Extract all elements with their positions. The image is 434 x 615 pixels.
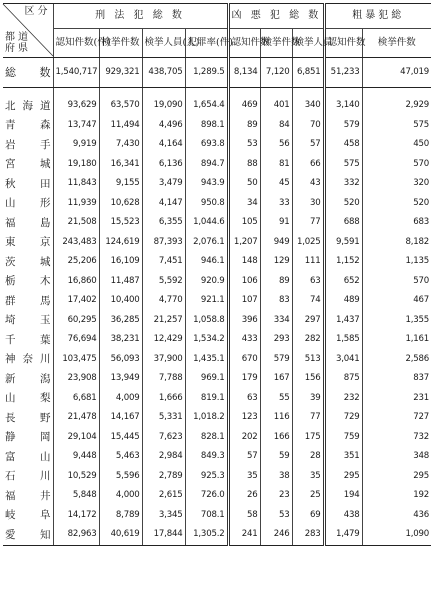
penal-arrest-cases-cell: 5,463 [99, 447, 142, 467]
rough-recognized-cell: 295 [324, 467, 362, 487]
prefecture-name: 千葉 [5, 333, 51, 346]
rough-arrest-cases-cell: 231 [362, 389, 431, 409]
penal-recognized-cell: 14,172 [53, 506, 99, 526]
penal-crime-rate-cell: 2,076.1 [185, 233, 228, 253]
penal-arrest-cases-cell: 15,445 [99, 428, 142, 448]
prefecture-row [3, 447, 431, 467]
prefecture-name: 神奈川 [5, 353, 51, 365]
rough-arrest-cases-cell: 575 [362, 116, 431, 136]
prefecture-name: 茨城 [5, 255, 51, 268]
total-cell: 7,120 [260, 58, 292, 88]
penal-arrest-cases-cell: 11,494 [99, 116, 142, 136]
violent-recognized-cell: 1,207 [228, 233, 260, 253]
penal-arrest-cases-cell: 7,430 [99, 135, 142, 155]
penal-arrest-cases-cell: 36,285 [99, 311, 142, 331]
spacer-cell [142, 88, 185, 97]
prefecture-name: 長野 [5, 411, 51, 424]
violent-arrest-cases-cell: 401 [260, 96, 292, 116]
rough-recognized-cell: 729 [324, 408, 362, 428]
penal-crime-rate-cell: 693.8 [185, 135, 228, 155]
violent-recognized-cell: 179 [228, 369, 260, 389]
penal-arrest-persons-cell: 5,331 [142, 408, 185, 428]
penal-arrest-cases-cell: 38,231 [99, 330, 142, 350]
violent-arrest-persons-cell: 74 [292, 291, 324, 311]
penal-arrest-cases-cell: 4,009 [99, 389, 142, 409]
violent-recognized-cell: 469 [228, 96, 260, 116]
rough-recognized-cell: 1,152 [324, 252, 362, 272]
prefecture-row [3, 213, 431, 233]
violent-arrest-persons-cell: 35 [292, 467, 324, 487]
rough-arrest-cases-cell: 348 [362, 447, 431, 467]
violent-recognized-cell: 50 [228, 174, 260, 194]
penal-crime-rate-cell: 921.1 [185, 291, 228, 311]
prefecture-row [3, 369, 431, 389]
violent-arrest-cases-cell: 89 [260, 272, 292, 292]
penal-arrest-cases-cell: 124,619 [99, 233, 142, 253]
spacer-cell [260, 88, 292, 97]
penal-recognized-cell: 103,475 [53, 350, 99, 370]
violent-arrest-cases-cell: 949 [260, 233, 292, 253]
violent-arrest-persons-cell: 282 [292, 330, 324, 350]
violent-arrest-persons-cell: 297 [292, 311, 324, 331]
col-header-penal-arrest-persons: 検挙人員(人) [142, 29, 185, 58]
spacer-cell [3, 88, 53, 97]
penal-arrest-cases-cell: 11,487 [99, 272, 142, 292]
total-cell: 8,134 [228, 58, 260, 88]
penal-arrest-persons-cell: 17,844 [142, 525, 185, 545]
prefecture-name: 宮城 [5, 158, 51, 170]
total-label: 総 数 [3, 58, 53, 88]
violent-arrest-persons-cell: 57 [292, 135, 324, 155]
spacer-cell [185, 88, 228, 97]
violent-arrest-cases-cell: 81 [260, 155, 292, 175]
prefecture-row [3, 291, 431, 311]
rough-recognized-cell: 458 [324, 135, 362, 155]
rough-arrest-cases-cell: 436 [362, 506, 431, 526]
rough-recognized-cell: 688 [324, 213, 362, 233]
violent-arrest-cases-cell: 91 [260, 213, 292, 233]
rough-recognized-cell: 9,591 [324, 233, 362, 253]
penal-arrest-persons-cell: 4,147 [142, 194, 185, 214]
penal-recognized-cell: 10,529 [53, 467, 99, 487]
col-header-penal-arrest-cases: 検挙件数 [99, 29, 142, 58]
violent-arrest-persons-cell: 175 [292, 428, 324, 448]
penal-arrest-persons-cell: 2,789 [142, 467, 185, 487]
penal-recognized-cell: 23,908 [53, 369, 99, 389]
violent-arrest-persons-cell: 30 [292, 194, 324, 214]
violent-arrest-cases-cell: 83 [260, 291, 292, 311]
violent-arrest-cases-cell: 38 [260, 467, 292, 487]
penal-crime-rate-cell: 1,305.2 [185, 525, 228, 545]
penal-arrest-persons-cell: 7,788 [142, 369, 185, 389]
penal-recognized-cell: 9,919 [53, 135, 99, 155]
prefecture-row [3, 330, 431, 350]
prefecture-row [3, 486, 431, 506]
rough-arrest-cases-cell: 8,182 [362, 233, 431, 253]
penal-arrest-cases-cell: 5,596 [99, 467, 142, 487]
penal-crime-rate-cell: 894.7 [185, 155, 228, 175]
penal-recognized-cell: 6,681 [53, 389, 99, 409]
violent-arrest-persons-cell: 28 [292, 447, 324, 467]
violent-arrest-cases-cell: 23 [260, 486, 292, 506]
col-header-penal-recognized: 認知件数(件) [53, 29, 99, 58]
violent-recognized-cell: 63 [228, 389, 260, 409]
prefecture-name: 栃木 [5, 275, 51, 287]
group-header-violent: 凶 悪 犯 総 数 [228, 4, 324, 29]
violent-arrest-cases-cell: 167 [260, 369, 292, 389]
penal-recognized-cell: 11,843 [53, 174, 99, 194]
col-header-violent-arrest-persons: 検挙人員 [292, 29, 324, 58]
total-cell: 929,321 [99, 58, 142, 88]
penal-recognized-cell: 21,508 [53, 213, 99, 233]
violent-recognized-cell: 35 [228, 467, 260, 487]
penal-crime-rate-cell: 943.9 [185, 174, 228, 194]
violent-arrest-persons-cell: 43 [292, 174, 324, 194]
rough-arrest-cases-cell: 1,161 [362, 330, 431, 350]
crime-statistics-table [3, 3, 431, 546]
prefecture-name: 山形 [5, 197, 51, 209]
penal-recognized-cell: 13,747 [53, 116, 99, 136]
prefecture-name: 福井 [5, 489, 51, 502]
rough-recognized-cell: 194 [324, 486, 362, 506]
penal-recognized-cell: 5,848 [53, 486, 99, 506]
prefecture-name: 秋田 [5, 177, 51, 190]
rough-recognized-cell: 875 [324, 369, 362, 389]
prefecture-row [3, 408, 431, 428]
col-header-rough-arrest-cases: 検挙件数 [362, 29, 431, 58]
rough-recognized-cell: 579 [324, 116, 362, 136]
violent-recognized-cell: 123 [228, 408, 260, 428]
prefecture-name: 山梨 [5, 392, 51, 404]
violent-arrest-cases-cell: 55 [260, 389, 292, 409]
penal-recognized-cell: 93,629 [53, 96, 99, 116]
penal-recognized-cell: 29,104 [53, 428, 99, 448]
rough-arrest-cases-cell: 192 [362, 486, 431, 506]
violent-recognized-cell: 148 [228, 252, 260, 272]
violent-arrest-cases-cell: 166 [260, 428, 292, 448]
spacer-cell [362, 88, 431, 97]
violent-arrest-cases-cell: 334 [260, 311, 292, 331]
col-header-rough-recognized: 認知件数 [324, 29, 362, 58]
penal-arrest-persons-cell: 2,984 [142, 447, 185, 467]
violent-recognized-cell: 670 [228, 350, 260, 370]
violent-recognized-cell: 396 [228, 311, 260, 331]
penal-crime-rate-cell: 708.1 [185, 506, 228, 526]
penal-recognized-cell: 11,939 [53, 194, 99, 214]
violent-arrest-cases-cell: 293 [260, 330, 292, 350]
prefecture-name: 静岡 [5, 431, 51, 443]
penal-crime-rate-cell: 726.0 [185, 486, 228, 506]
penal-recognized-cell: 76,694 [53, 330, 99, 350]
penal-recognized-cell: 25,206 [53, 252, 99, 272]
prefecture-name: 福島 [5, 216, 51, 229]
spacer-cell [228, 88, 260, 97]
prefecture-name: 石川 [5, 470, 51, 482]
total-cell: 438,705 [142, 58, 185, 88]
penal-crime-rate-cell: 849.3 [185, 447, 228, 467]
penal-recognized-cell: 19,180 [53, 155, 99, 175]
prefecture-row [3, 428, 431, 448]
penal-arrest-cases-cell: 63,570 [99, 96, 142, 116]
violent-arrest-persons-cell: 340 [292, 96, 324, 116]
penal-arrest-persons-cell: 87,393 [142, 233, 185, 253]
corner-label-category: 区分 [24, 6, 51, 17]
penal-arrest-persons-cell: 6,355 [142, 213, 185, 233]
total-cell: 6,851 [292, 58, 324, 88]
prefecture-name: 新潟 [5, 372, 51, 385]
rough-arrest-cases-cell: 727 [362, 408, 431, 428]
col-header-violent-recognized: 認知件数 [228, 29, 260, 58]
penal-crime-rate-cell: 1,044.6 [185, 213, 228, 233]
rough-arrest-cases-cell: 570 [362, 155, 431, 175]
penal-arrest-persons-cell: 21,257 [142, 311, 185, 331]
rough-arrest-cases-cell: 732 [362, 428, 431, 448]
rough-arrest-cases-cell: 2,586 [362, 350, 431, 370]
rough-arrest-cases-cell: 2,929 [362, 96, 431, 116]
violent-recognized-cell: 241 [228, 525, 260, 545]
group-header-penal: 刑 法 犯 総 数 [53, 4, 228, 29]
violent-recognized-cell: 58 [228, 506, 260, 526]
spacer-cell [292, 88, 324, 97]
violent-arrest-persons-cell: 513 [292, 350, 324, 370]
penal-arrest-persons-cell: 7,623 [142, 428, 185, 448]
spacer-cell [53, 88, 99, 97]
rough-arrest-cases-cell: 1,355 [362, 311, 431, 331]
prefecture-row [3, 311, 431, 331]
spacer-cell [324, 88, 362, 97]
penal-arrest-persons-cell: 12,429 [142, 330, 185, 350]
rough-arrest-cases-cell: 570 [362, 272, 431, 292]
penal-crime-rate-cell: 925.3 [185, 467, 228, 487]
rough-arrest-cases-cell: 520 [362, 194, 431, 214]
penal-crime-rate-cell: 946.1 [185, 252, 228, 272]
penal-arrest-persons-cell: 3,479 [142, 174, 185, 194]
penal-arrest-cases-cell: 8,789 [99, 506, 142, 526]
prefecture-row [3, 194, 431, 214]
violent-arrest-cases-cell: 246 [260, 525, 292, 545]
penal-arrest-persons-cell: 7,451 [142, 252, 185, 272]
violent-arrest-persons-cell: 283 [292, 525, 324, 545]
penal-arrest-cases-cell: 14,167 [99, 408, 142, 428]
rough-recognized-cell: 1,437 [324, 311, 362, 331]
penal-crime-rate-cell: 969.1 [185, 369, 228, 389]
penal-arrest-persons-cell: 1,666 [142, 389, 185, 409]
total-cell: 51,233 [324, 58, 362, 88]
total-cell: 1,540,717 [53, 58, 99, 88]
penal-arrest-persons-cell: 37,900 [142, 350, 185, 370]
violent-arrest-persons-cell: 111 [292, 252, 324, 272]
rough-recognized-cell: 1,585 [324, 330, 362, 350]
rough-arrest-cases-cell: 1,135 [362, 252, 431, 272]
violent-recognized-cell: 107 [228, 291, 260, 311]
penal-arrest-persons-cell: 5,592 [142, 272, 185, 292]
violent-recognized-cell: 34 [228, 194, 260, 214]
penal-recognized-cell: 21,478 [53, 408, 99, 428]
penal-arrest-cases-cell: 16,109 [99, 252, 142, 272]
prefecture-row [3, 135, 431, 155]
rough-arrest-cases-cell: 320 [362, 174, 431, 194]
violent-arrest-persons-cell: 1,025 [292, 233, 324, 253]
penal-arrest-cases-cell: 4,000 [99, 486, 142, 506]
penal-arrest-persons-cell: 3,345 [142, 506, 185, 526]
penal-arrest-persons-cell: 4,496 [142, 116, 185, 136]
violent-arrest-persons-cell: 39 [292, 389, 324, 409]
penal-crime-rate-cell: 1,435.1 [185, 350, 228, 370]
penal-arrest-cases-cell: 9,155 [99, 174, 142, 194]
header-sub-row [3, 29, 431, 58]
prefecture-name: 北海道 [5, 99, 51, 112]
violent-arrest-persons-cell: 77 [292, 408, 324, 428]
prefecture-row [3, 350, 431, 370]
prefecture-row [3, 272, 431, 292]
violent-arrest-cases-cell: 33 [260, 194, 292, 214]
rough-recognized-cell: 232 [324, 389, 362, 409]
corner-label-prefecture-line2: 府県 [5, 43, 31, 54]
rough-arrest-cases-cell: 683 [362, 213, 431, 233]
violent-recognized-cell: 105 [228, 213, 260, 233]
rough-recognized-cell: 332 [324, 174, 362, 194]
prefecture-row [3, 155, 431, 175]
penal-arrest-persons-cell: 6,136 [142, 155, 185, 175]
col-header-penal-crime-rate: 犯罪率(件) [185, 29, 228, 58]
rough-recognized-cell: 351 [324, 447, 362, 467]
prefecture-row [3, 506, 431, 526]
violent-arrest-cases-cell: 45 [260, 174, 292, 194]
table-body [3, 58, 431, 546]
penal-arrest-cases-cell: 10,400 [99, 291, 142, 311]
rough-recognized-cell: 652 [324, 272, 362, 292]
prefecture-row [3, 525, 431, 545]
rough-recognized-cell: 520 [324, 194, 362, 214]
corner-label-prefecture-line1: 都道 [5, 32, 31, 43]
rough-recognized-cell: 759 [324, 428, 362, 448]
violent-arrest-persons-cell: 63 [292, 272, 324, 292]
rough-recognized-cell: 438 [324, 506, 362, 526]
violent-recognized-cell: 53 [228, 135, 260, 155]
penal-crime-rate-cell: 1,654.4 [185, 96, 228, 116]
penal-arrest-cases-cell: 56,093 [99, 350, 142, 370]
penal-recognized-cell: 243,483 [53, 233, 99, 253]
violent-arrest-persons-cell: 77 [292, 213, 324, 233]
spacer-cell [99, 88, 142, 97]
penal-recognized-cell: 82,963 [53, 525, 99, 545]
violent-recognized-cell: 106 [228, 272, 260, 292]
penal-arrest-cases-cell: 40,619 [99, 525, 142, 545]
penal-crime-rate-cell: 1,058.8 [185, 311, 228, 331]
prefecture-row [3, 252, 431, 272]
rough-recognized-cell: 3,041 [324, 350, 362, 370]
corner-label-prefecture [5, 32, 31, 54]
penal-recognized-cell: 60,295 [53, 311, 99, 331]
violent-arrest-cases-cell: 129 [260, 252, 292, 272]
rough-arrest-cases-cell: 467 [362, 291, 431, 311]
prefecture-row [3, 389, 431, 409]
penal-arrest-persons-cell: 2,615 [142, 486, 185, 506]
penal-crime-rate-cell: 1,534.2 [185, 330, 228, 350]
violent-arrest-cases-cell: 579 [260, 350, 292, 370]
violent-recognized-cell: 57 [228, 447, 260, 467]
prefecture-name: 埼玉 [5, 314, 51, 326]
violent-arrest-cases-cell: 84 [260, 116, 292, 136]
penal-arrest-cases-cell: 10,628 [99, 194, 142, 214]
header-group-row [3, 4, 431, 29]
rough-recognized-cell: 3,140 [324, 96, 362, 116]
violent-arrest-persons-cell: 69 [292, 506, 324, 526]
rough-recognized-cell: 489 [324, 291, 362, 311]
rough-recognized-cell: 1,479 [324, 525, 362, 545]
violent-recognized-cell: 88 [228, 155, 260, 175]
prefecture-name: 愛知 [3, 525, 53, 545]
penal-crime-rate-cell: 828.1 [185, 428, 228, 448]
header-corner-cell [3, 4, 53, 58]
prefecture-name: 東京 [5, 236, 51, 248]
prefecture-row [3, 467, 431, 487]
rough-arrest-cases-cell: 1,090 [362, 525, 431, 545]
penal-recognized-cell: 17,402 [53, 291, 99, 311]
total-cell: 47,019 [362, 58, 431, 88]
violent-arrest-cases-cell: 59 [260, 447, 292, 467]
violent-arrest-persons-cell: 156 [292, 369, 324, 389]
penal-arrest-cases-cell: 13,949 [99, 369, 142, 389]
prefecture-name: 岩手 [5, 138, 51, 151]
rough-arrest-cases-cell: 450 [362, 135, 431, 155]
rough-recognized-cell: 575 [324, 155, 362, 175]
penal-arrest-cases-cell: 15,523 [99, 213, 142, 233]
rough-arrest-cases-cell: 837 [362, 369, 431, 389]
prefecture-row [3, 233, 431, 253]
prefecture-name: 岐阜 [5, 509, 51, 521]
prefecture-name: 富山 [5, 450, 51, 463]
penal-arrest-cases-cell: 16,341 [99, 155, 142, 175]
violent-arrest-cases-cell: 116 [260, 408, 292, 428]
prefecture-row [3, 96, 431, 116]
total-row [3, 58, 431, 88]
penal-arrest-persons-cell: 4,164 [142, 135, 185, 155]
rough-arrest-cases-cell: 295 [362, 467, 431, 487]
violent-arrest-persons-cell: 66 [292, 155, 324, 175]
spacer-row [3, 88, 431, 97]
violent-recognized-cell: 26 [228, 486, 260, 506]
prefecture-name: 群馬 [5, 294, 51, 307]
violent-arrest-persons-cell: 25 [292, 486, 324, 506]
violent-recognized-cell: 89 [228, 116, 260, 136]
violent-recognized-cell: 433 [228, 330, 260, 350]
total-cell: 1,289.5 [185, 58, 228, 88]
prefecture-name: 青森 [5, 119, 51, 131]
penal-arrest-persons-cell: 19,090 [142, 96, 185, 116]
violent-arrest-persons-cell: 70 [292, 116, 324, 136]
violent-arrest-cases-cell: 56 [260, 135, 292, 155]
penal-crime-rate-cell: 1,018.2 [185, 408, 228, 428]
prefecture-row [3, 174, 431, 194]
violent-recognized-cell: 202 [228, 428, 260, 448]
prefecture-row [3, 116, 431, 136]
penal-crime-rate-cell: 920.9 [185, 272, 228, 292]
group-header-rough: 粗暴犯総 [324, 4, 431, 29]
penal-crime-rate-cell: 819.1 [185, 389, 228, 409]
col-header-violent-arrest-cases: 検挙件数 [260, 29, 292, 58]
violent-arrest-cases-cell: 53 [260, 506, 292, 526]
penal-arrest-persons-cell: 4,770 [142, 291, 185, 311]
penal-crime-rate-cell: 950.8 [185, 194, 228, 214]
penal-recognized-cell: 9,448 [53, 447, 99, 467]
penal-crime-rate-cell: 898.1 [185, 116, 228, 136]
penal-recognized-cell: 16,860 [53, 272, 99, 292]
